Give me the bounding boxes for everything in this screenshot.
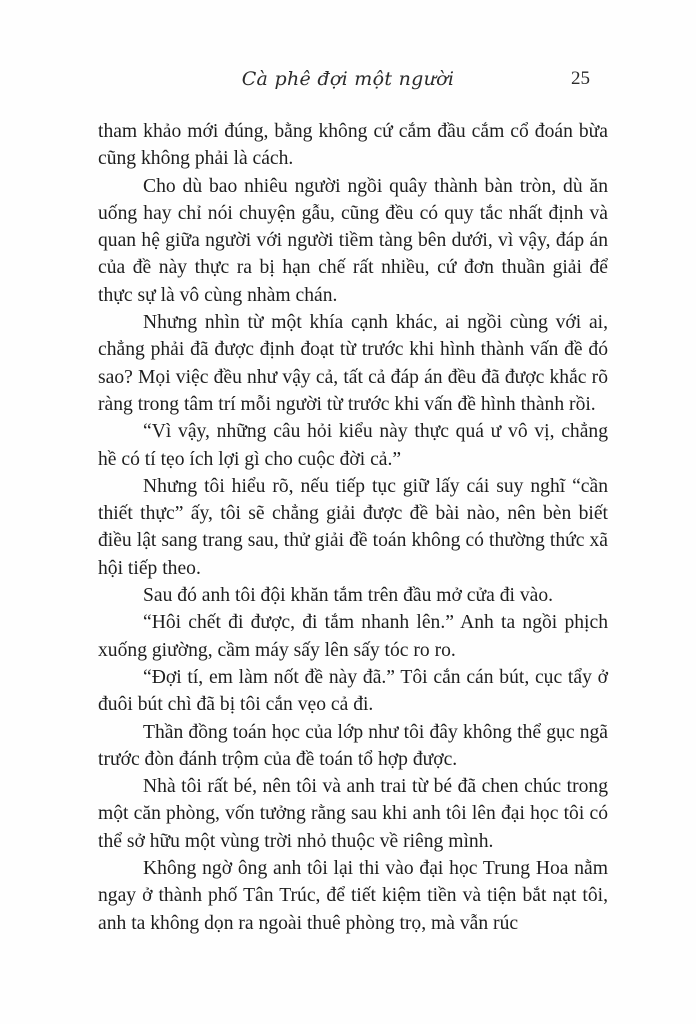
paragraph: Nhưng tôi hiểu rõ, nếu tiếp tục giữ lấy cái suy nghĩ “cần thiết thực” ấy, tôi sẽ chẳng giải được đề bài nào, nên bèn biết điều lật sang trang sau, thử giải đề toán không có thường thức xã hội tiếp theo. (98, 475, 608, 579)
paragraph: tham khảo mới đúng, bằng không cứ cắm đầu cắm cổ đoán bừa cũng không phải là cách. (98, 121, 608, 170)
paragraph: Nhà tôi rất bé, nên tôi và anh trai từ bé đã chen chúc trong một căn phòng, vốn tưởng rằng sau khi anh tôi lên đại học tôi có thể sở hữu một vùng trời nhỏ thuộc về riêng mình. (98, 776, 608, 852)
paragraph: Cho dù bao nhiêu người ngồi quây thành bàn tròn, dù ăn uống hay chỉ nói chuyện gẫu, cũng đều có quy tắc nhất định và quan hệ giữa người với người tiềm tàng bên dưới, vì vậy, đáp án của đề này thực ra bị hạn chế rất nhiều, cứ đơn thuần giải để thực sự là vô cùng nhàm chán. (98, 175, 608, 306)
paragraph: Nhưng nhìn từ một khía cạnh khác, ai ngồi cùng với ai, chẳng phải đã được định đoạt từ trước khi hình thành vấn đề đó sao? Mọi việc đều như vậy cả, tất cả đáp án đều đã được khắc rõ ràng trong tâm trí mỗi người từ trước khi vấn đề hình thành rồi. (98, 312, 608, 415)
paragraph: “Vì vậy, những câu hỏi kiểu này thực quá ư vô vị, chẳng hề có tí tẹo ích lợi gì cho cuộc đời cả.” (98, 421, 608, 470)
paragraph: Thần đồng toán học của lớp như tôi đây không thể gục ngã trước đòn đánh trộm của đề toán tổ hợp được. (98, 721, 608, 770)
page-number: 25 (571, 68, 590, 89)
paragraph: “Đợi tí, em làm nốt đề này đã.” Tôi cắn cán bút, cục tẩy ở đuôi bút chì đã bị tôi cắn vẹo cả đi. (98, 666, 608, 716)
paragraph: “Hôi chết đi được, đi tắm nhanh lên.” Anh ta ngồi phịch xuống giường, cầm máy sấy lên sấy tóc ro ro. (98, 612, 608, 661)
paragraph: Không ngờ ông anh tôi lại thi vào đại học Trung Hoa nằm ngay ở thành phố Tân Trúc, để tiết kiệm tiền và tiện bắt nạt tôi, anh ta không dọn ra ngoài thuê phòng trọ, mà vẫn rúc (98, 858, 608, 934)
running-title: Cà phê đợi một người (241, 68, 455, 90)
body-text (98, 118, 608, 937)
paragraph: Sau đó anh tôi đội khăn tắm trên đầu mở cửa đi vào. (143, 585, 554, 607)
